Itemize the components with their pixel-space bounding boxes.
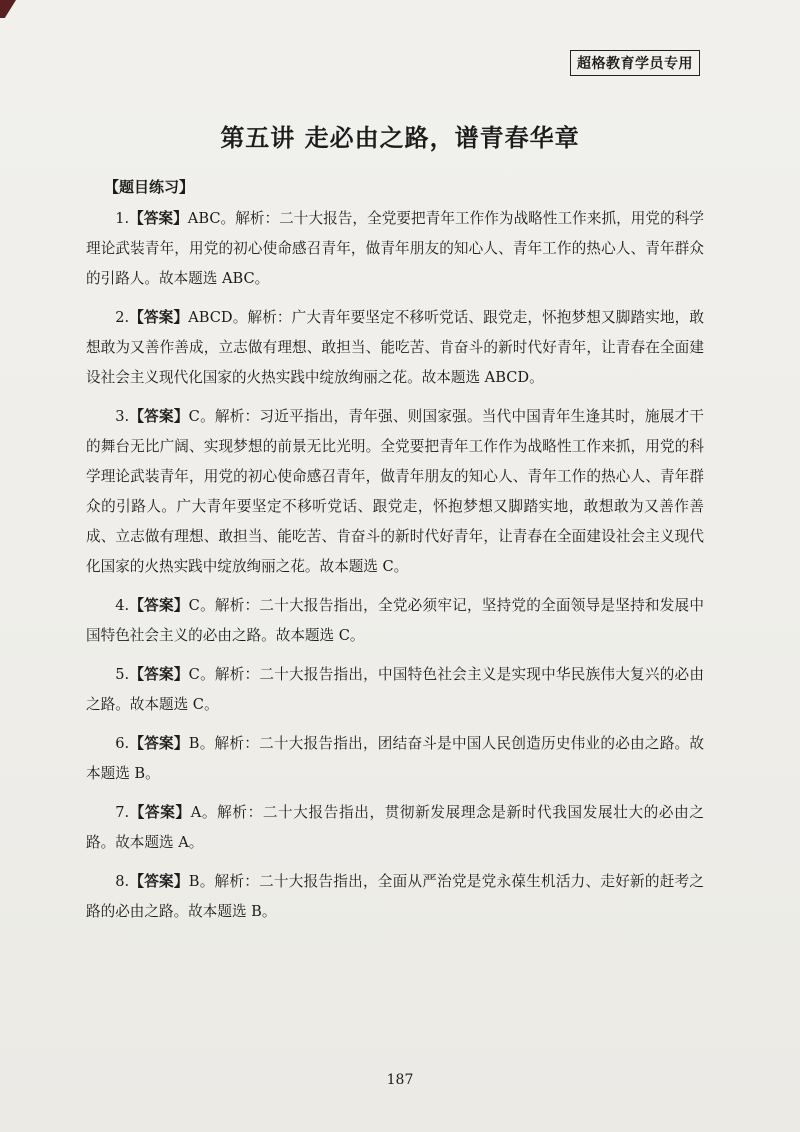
owner-badge: 超格教育学员专用 — [570, 50, 700, 76]
answer-item — [86, 660, 704, 720]
page-number: 187 — [386, 1072, 414, 1088]
answer-label: 【答案】 — [129, 309, 189, 326]
answer-explanation: 。解析：二十大报告，全党要把青年工作作为战略性工作来抓，用党的科学理论武装青年，用党的初心使命感召青年，做青年朋友的知心人、青年工作的热心人、青年群众的引路人。故本题选 ABC。 — [86, 210, 704, 287]
question-number: 8. — [115, 873, 130, 890]
answer-label: 【答案】 — [129, 408, 189, 425]
answer-explanation: 。解析：广大青年要坚定不移听党话、跟党走，怀抱梦想又脚踏实地，敢想敢为又善作善成，立志做有理想、敢担当、能吃苦、肯奋斗的新时代好青年，让青春在全面建设社会主义现代化国家的火热实践中绽放绚丽之花。故本题选 ABCD。 — [86, 309, 704, 386]
answer-item — [86, 729, 704, 789]
answer-choice: ABC — [187, 210, 221, 227]
question-number: 6. — [115, 735, 130, 752]
answer-label: 【答案】 — [129, 735, 189, 752]
answer-explanation: 。解析：二十大报告指出，全党必须牢记，坚持党的全面领导是坚持和发展中国特色社会主义的必由之路。故本题选 C。 — [86, 597, 704, 644]
answer-choice: ABCD — [188, 309, 233, 326]
answer-list — [86, 204, 704, 936]
answer-explanation: 。解析：二十大报告指出，贯彻新发展理念是新时代我国发展壮大的必由之路。故本题选 A。 — [86, 804, 704, 851]
answer-label: 【答案】 — [129, 597, 189, 614]
question-number: 3. — [115, 408, 130, 425]
answer-item — [86, 204, 704, 294]
section-heading: 【题目练习】 — [104, 178, 195, 196]
answer-item — [86, 402, 704, 582]
answer-choice: C — [188, 666, 200, 683]
answer-item — [86, 798, 704, 858]
question-number: 5. — [115, 666, 130, 683]
answer-explanation: 。解析：二十大报告指出，团结奋斗是中国人民创造历史伟业的必由之路。故本题选 B。 — [86, 735, 704, 782]
answer-item — [86, 867, 704, 927]
answer-item — [86, 591, 704, 651]
answer-item — [86, 303, 704, 393]
answer-choice: C — [188, 408, 200, 425]
question-number: 1. — [115, 210, 130, 227]
answer-label: 【答案】 — [129, 873, 189, 890]
answer-choice: B — [188, 735, 200, 752]
answer-label: 【答案】 — [129, 210, 188, 227]
question-number: 2. — [115, 309, 130, 326]
question-number: 7. — [115, 804, 130, 821]
answer-explanation: 。解析：二十大报告指出，全面从严治党是党永葆生机活力、走好新的赶考之路的必由之路。故本题选 B。 — [86, 873, 704, 920]
answer-label: 【答案】 — [129, 804, 191, 821]
answer-explanation: 。解析：二十大报告指出，中国特色社会主义是实现中华民族伟大复兴的必由之路。故本题选 C。 — [86, 666, 704, 713]
lecture-title: 第五讲 走必由之路，谱青春华章 — [220, 123, 580, 152]
answer-choice: A — [190, 804, 202, 821]
answer-choice: B — [188, 873, 200, 890]
answer-label: 【答案】 — [129, 666, 189, 683]
answer-explanation: 。解析：习近平指出，青年强、则国家强。当代中国青年生逢其时，施展才干的舞台无比广阔、实现梦想的前景无比光明。全党要把青年工作作为战略性工作来抓，用党的科学理论武装青年，用党的初心使命感召青年，做青年朋友的知心人、青年工作的热心人、青年群众的引路人。广大青年要坚定不移听党话、跟党走，怀抱梦想又脚踏实地，敢想敢为又善作善成、立志做有理想、敢担当、能吃苦、肯奋斗的新时代好青年，让青春在全面建设社会主义现代化国家的火热实践中绽放绚丽之花。故本题选 C。 — [86, 408, 704, 575]
question-number: 4. — [115, 597, 130, 614]
binding-mark-decoration — [0, 0, 16, 18]
answer-choice: C — [188, 597, 200, 614]
